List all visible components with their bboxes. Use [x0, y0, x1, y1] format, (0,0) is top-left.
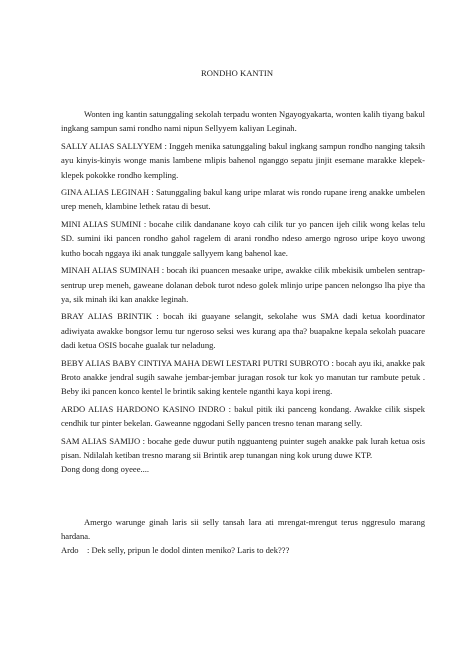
intro-paragraph: Wonten ing kantin satunggaling sekolah terpadu wonten Ngayogyakarta, wonten kalih tiyang bakul ingkang sampun sami rondho nami nipun Sellyyem kaliyan Leginah.	[61, 109, 425, 134]
character-description: SALLY ALIAS SALLYYEM : Inggeh menika satunggaling bakul ingkang sampun rondho nanging taksih ayu kinyis-kinyis wonge manis lambene mlipis bahenol nganggo sepatu jinjit esemane marakke klepek-klepek pokokke rondho kempling.	[61, 140, 425, 180]
dialogue-text: : Dek selly, pripun le dodol dinten meniko? Laris to dek???	[87, 545, 290, 556]
character-description: MINI ALIAS SUMINI : bocahe cilik dandanane koyo cah cilik tur yo pancen ijeh cilik wong kelas telu SD. sumini iki pancen rondho gahol ragelem di arani rondho ndeso amergo ngroso uripe koyo uwong kutho bocah nggaya iki anak tunggale sallyyem kang bahenol kae.	[61, 218, 425, 258]
character-description: GINA ALIAS LEGINAH : Satunggaling bakul kang uripe mlarat wis rondo rupane ireng anakke umbelen urep meneh, klambine lethek ratau di besut.	[61, 187, 425, 212]
closing-line: Dong dong dong oyeee....	[61, 464, 150, 475]
dialogue-line	[61, 543, 425, 557]
scene-paragraph: Amergo warunge ginah laris sii selly tansah lara ati mrengat-mrengut terus nggresulo marang hardana.	[61, 516, 425, 542]
character-description: MINAH ALIAS SUMINAH : bocah iki puancen mesaake uripe, awakke cilik mbekisik umbelen sentrap-sentrup urep meneh, gaweane dolanan debok turot ndeso golek mlinjo uripe pancen nelongso lha piye tha ya, sik minah iki kan anakke leginah.	[61, 265, 425, 304]
section-gap	[61, 477, 425, 515]
character-description: BEBY ALIAS BABY CINTIYA MAHA DEWI LESTARI PUTRI SUBROTO : bocah ayu iki, anakke pak Broto anakke jendral sugih sawahe jembar-jembar juragan rosok tur kok yo manutan tur rambute petuk . Beby iki pancen konco kentel le brintik saking kentele nganthi kaya kopi ireng.	[61, 357, 425, 397]
document-title: RONDHO KANTIN	[200, 68, 274, 78]
dialogue-speaker: Ardo	[61, 545, 79, 556]
character-description: SAM ALIAS SAMIJO : bocahe gede duwur putih ngguanteng puinter sugeh anakke pak lurah ketua osis pisan. Ndilalah ketiban tresno marang sii Brintik arep tunangan ning kok urung duwe KTP.	[61, 435, 425, 461]
character-description: ARDO ALIAS HARDONO KASINO INDRO : bakul pitik iki panceng kondang. Awakke cilik sispek cendhik tur pinter bekelan. Gaweanne nggodani Selly pancen tresno tenan marang selly.	[61, 403, 425, 429]
character-description: BRAY ALIAS BRINTIK : bocah iki guayane selangit, sekolahe wus SMA dadi ketua koordinator adiwiyata awakke bongsor lemu tur ngeroso seksi wes kurang apa tha? buapakne kepala sekolah puacare dadi ketua OSIS bocahe gualak tur neladung.	[61, 311, 425, 351]
document-body	[61, 107, 425, 558]
